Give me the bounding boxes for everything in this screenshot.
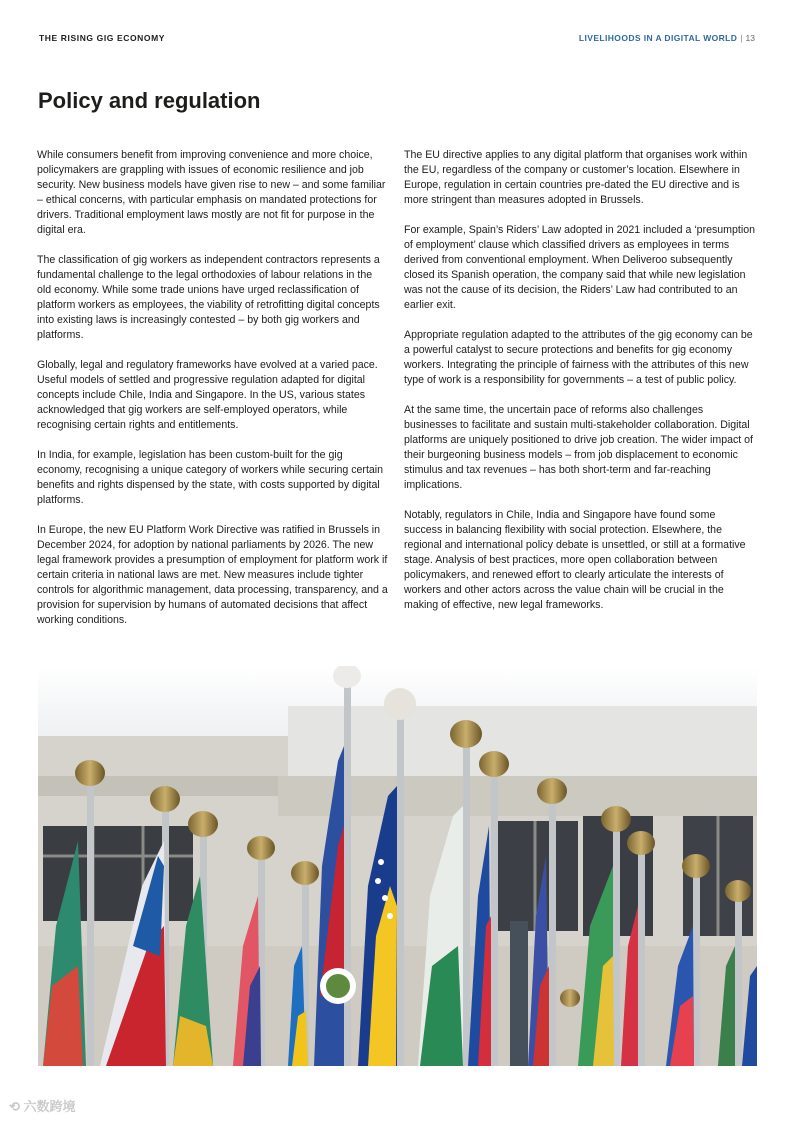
paragraph: In India, for example, legislation has been custom-built for the gig economy, recognising a unique category of workers while securing certain benefits and rights dispensed by the state, with costs supported by digital platforms.: [37, 449, 384, 506]
flags-photo-illustration: [38, 666, 757, 1066]
paragraph: Globally, legal and regulatory frameworks have evolved at a varied pace. Useful models of settled and progressive regulation adapted for digital concepts include Chile, India and Singapore. In the US, various states acknowledged that gig workers are self-employed operators, while recognising certain rights and entitlements.: [37, 359, 378, 431]
watermark: [9, 1096, 76, 1115]
watermark-logo: ⟲: [9, 1099, 24, 1114]
paragraph: In Europe, the new EU Platform Work Directive was ratified in Brussels in December 2024, for adoption by national parliaments by 2026. The new legal framework provides a presumption of employment for platform work if certain criteria in national laws are met. New measures include tighter controls for algorithmic management, data processing, transparency, and a provision for supervision by humans of automated decisions that affect working conditions.: [37, 524, 388, 626]
paragraph: While consumers benefit from improving convenience and more choice, policymakers are grappling with issues of economic resilience and job security. New business models have given rise to new – and some familiar – ethical concerns, with particular emphasis on mandated protections for drivers. Traditional employment laws mostly are not fit for purpose in the digital era.: [37, 149, 386, 236]
paragraph: Notably, regulators in Chile, India and Singapore have found some success in balancing flexibility with social protection. Elsewhere, the regional and international policy debate is unsettled, or still at a formative stage. Analysis of best practices, more open collaboration between policymakers, and renewed effort to clearly articulate the interests of workers and other actors across the value chain will be crucial in the making of effective, new legal frameworks.: [404, 509, 746, 611]
page-header-right: [579, 33, 755, 43]
paragraph: At the same time, the uncertain pace of reforms also challenges businesses to facilitate and sustain multi-stakeholder collaboration. Digital platforms are uniquely positioned to drive job creation. The wider impact of their burgeoning business models – from job displacement to economic stimulus and tax revenues – has both short-term and far-reaching implications.: [404, 404, 753, 491]
paragraph: For example, Spain’s Riders’ Law adopted in 2021 included a ‘presumption of employment’ clause which classified drivers as employees in terms derived from conventional employment. When Deliveroo subsequently closed its Spanish operation, the company said that while new legislation was not the cause of its decision, the Riders’ Law had contributed to an earlier exit.: [404, 224, 755, 311]
section-title: LIVELIHOODS IN A DIGITAL WORLD: [578, 33, 738, 43]
watermark-text: 六数跨境: [23, 1099, 76, 1114]
left-column: [37, 148, 389, 643]
page-title: Policy and regulation: [38, 88, 261, 113]
flags-photo: [38, 666, 757, 1066]
paragraph: The classification of gig workers as independent contractors represents a fundamental challenge to the legal orthodoxies of labour relations in the old economy. While some trade unions have urged reclassification of platform workers as employees, the viability of retrofitting digital concepts into existing laws is increasingly contested – by both gig workers and platforms.: [37, 254, 380, 341]
page-header-left: THE RISING GIG ECONOMY: [39, 33, 166, 43]
page-number: 13: [745, 33, 755, 43]
paragraph: Appropriate regulation adapted to the attributes of the gig economy can be a powerful catalyst to secure protections and benefits for gig economy workers. Integrating the principle of fairness with the attributes of this new type of work is a responsibility for governments – a test of public policy.: [404, 329, 753, 386]
right-column: [404, 148, 756, 628]
paragraph: The EU directive applies to any digital platform that organises work within the EU, regardless of the company or customer’s location. Elsewhere in Europe, regulation in certain countries pre-dated the EU directive and is more stringent than measures adopted in Brussels.: [404, 149, 748, 206]
header-separator: |: [740, 33, 743, 43]
